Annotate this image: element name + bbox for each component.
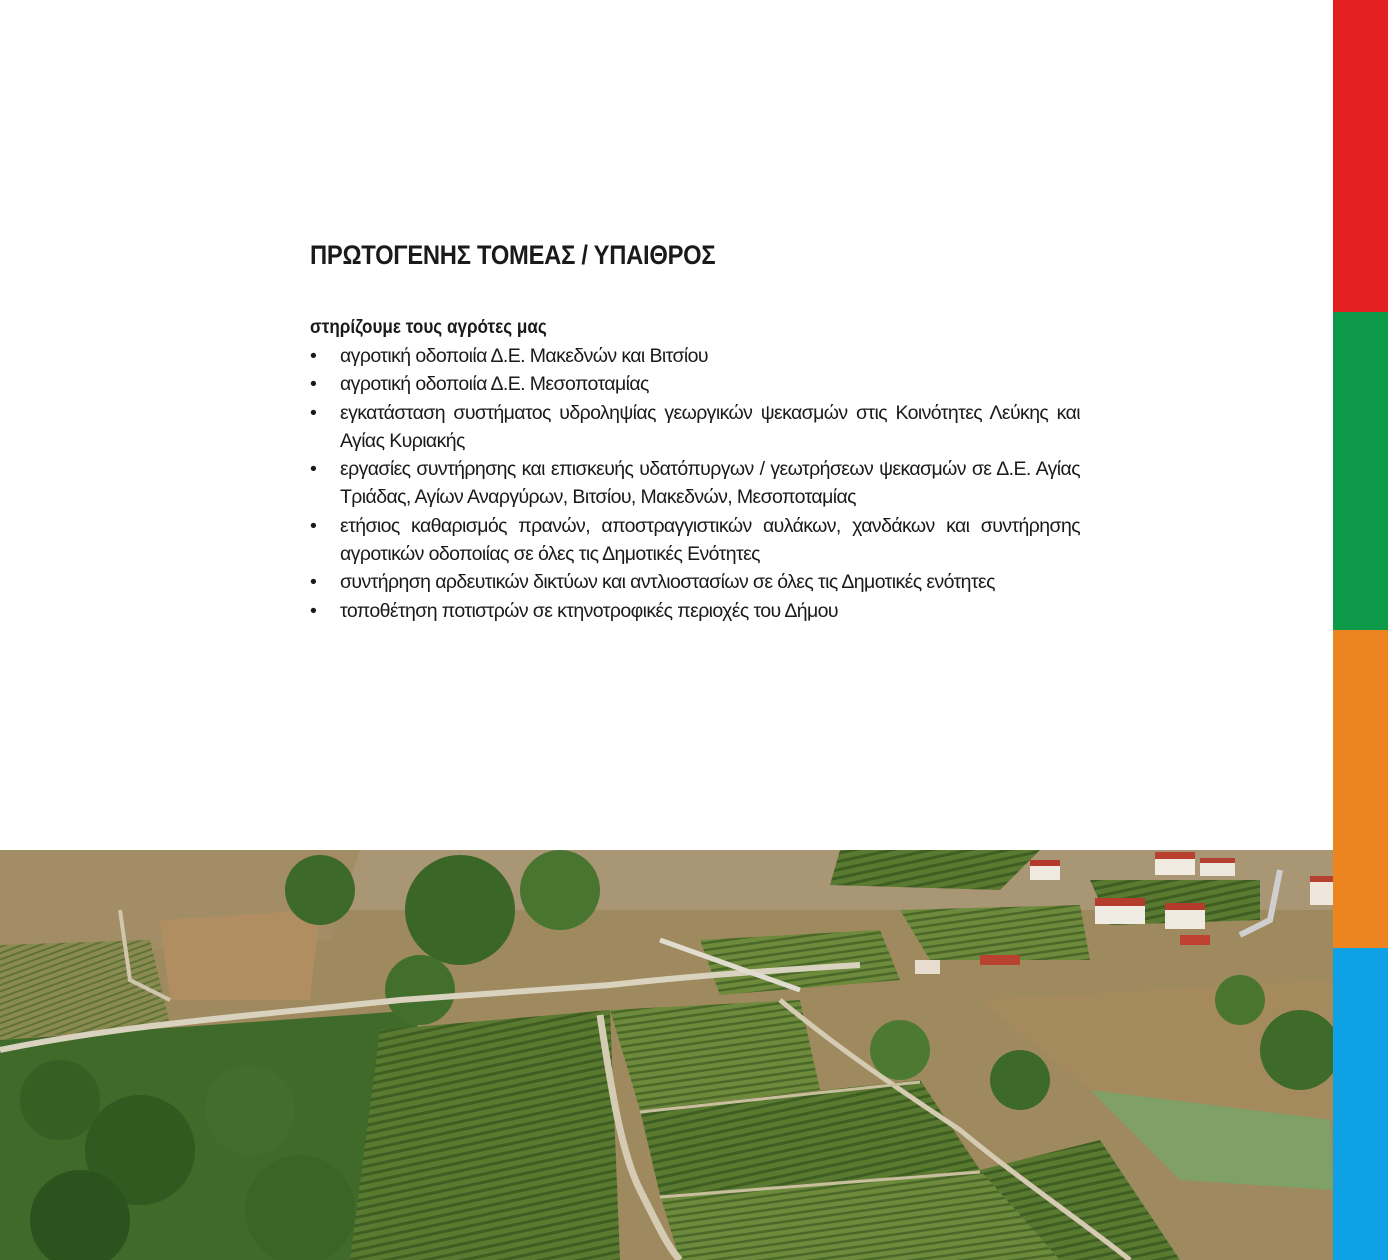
bullet-item — [310, 512, 1080, 569]
aerial-vineyard-photo — [0, 850, 1333, 1260]
bullet-dot: • — [310, 571, 317, 594]
bullet-text: αγροτική οδοποιία Δ.Ε. Μακεδνών και Βιτσίου — [340, 345, 708, 367]
bullet-item — [310, 399, 1080, 456]
sidebar-stripe-red — [1333, 0, 1388, 312]
bullet-item — [310, 597, 1080, 625]
sidebar-stripe-green — [1333, 312, 1388, 630]
bullet-dot: • — [310, 345, 317, 367]
bullet-item — [310, 342, 1080, 370]
section-subheading: στηρίζουμε τους αγρότες μας — [310, 317, 547, 338]
bullet-dot: • — [310, 514, 317, 537]
bullet-text: εργασίες συντήρησης και επισκευής υδατόπυργων / γεωτρήσεων ψεκασμών σε Δ.Ε. Αγίας Τριάδας, Αγίων Αναργύρων, Βιτσίου, Μακεδνών, Μεσοποταμίας — [340, 458, 1080, 509]
bullet-text: αγροτική οδοποιία Δ.Ε. Μεσοποταμίας — [340, 373, 649, 396]
vineyard-landscape-illustration — [0, 850, 1333, 1260]
bullet-text: εγκατάσταση συστήματος υδροληψίας γεωργικών ψεκασμών στις Κοινότητες Λεύκης και Αγίας Κυριακής — [340, 401, 1080, 452]
bullet-text: συντήρηση αρδευτικών δικτύων και αντλιοστασίων σε όλες τις Δημοτικές ενότητες — [340, 571, 995, 594]
bullet-text: τοποθέτηση ποτιστρών σε κτηνοτροφικές περιοχές του Δήμου — [340, 599, 838, 622]
bullet-list — [310, 342, 1080, 625]
bullet-dot: • — [310, 599, 317, 622]
bullet-text: ετήσιος καθαρισμός πρανών, αποστραγγιστικών αυλάκων, χανδάκων και συντήρησης αγροτικών οδοποιίας σε όλες τις Δημοτικές Ενότητες — [340, 514, 1080, 566]
bullet-dot: • — [310, 458, 317, 481]
bullet-item — [310, 370, 1080, 398]
sidebar-stripe-blue — [1333, 948, 1388, 1260]
section-heading: ΠΡΩΤΟΓΕΝΗΣ ΤΟΜΕΑΣ / ΥΠΑΙΘΡΟΣ — [310, 240, 716, 270]
bullet-dot: • — [310, 401, 317, 424]
bullet-item — [310, 455, 1080, 512]
bullet-dot: • — [310, 373, 317, 396]
bullet-item — [310, 568, 1080, 596]
section-content — [310, 240, 1080, 625]
sidebar-stripe-orange — [1333, 630, 1388, 948]
